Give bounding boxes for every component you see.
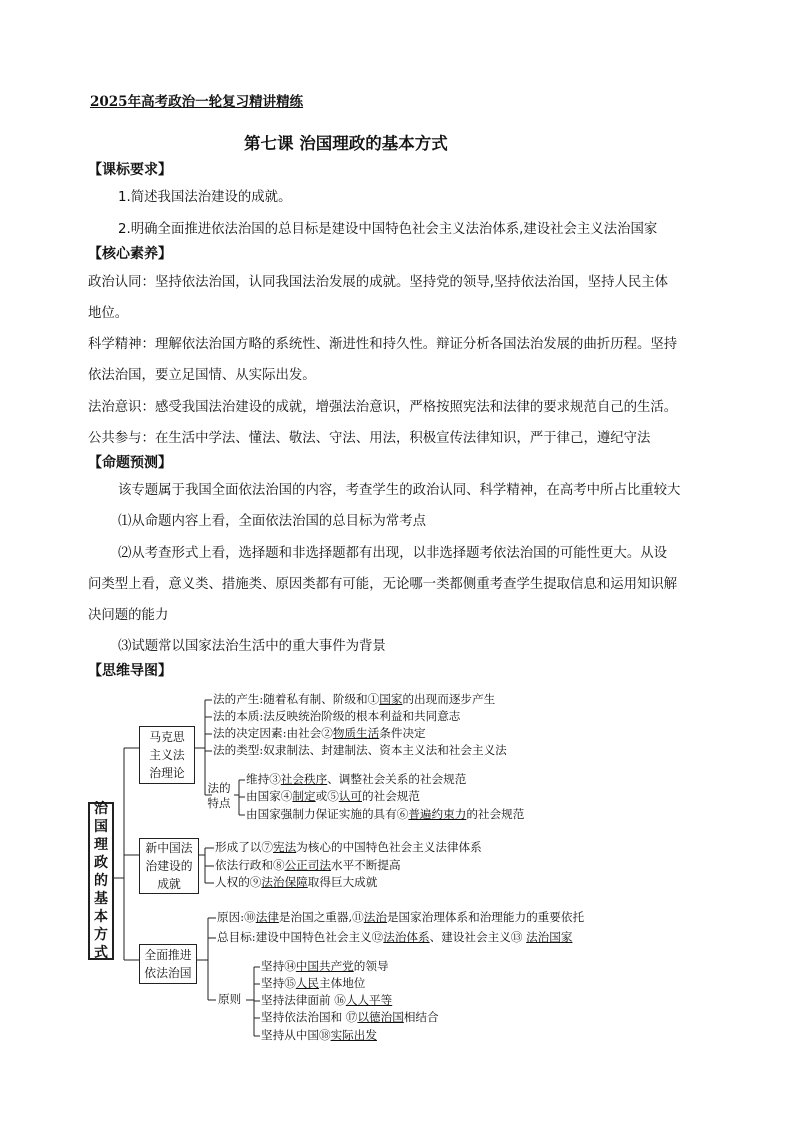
leaf-achievement-2: 依法行政和⑧公正司法水平不断提高 (215, 858, 401, 872)
section-heading-standards: 【课标要求】 (88, 162, 172, 178)
leaf-feature-3: 由国家强制力保证实施的具有⑥普遍约束力的社会规范 (246, 807, 525, 821)
leaf-law-types: 法的类型:奴隶制法、封建制法、资本主义法和社会主义法 (213, 743, 507, 757)
section-heading-prediction: 【命题预测】 (88, 455, 172, 471)
literacy-line: 依法治国，要立足国情、从实际出发。 (88, 368, 316, 383)
literacy-line: 法治意识：感受我国法治建设的成就，增强法治意识，严格按照宪法和法律的要求规范自己的生活。 (88, 400, 678, 415)
document-header: 2025年高考政治一轮复习精讲精练 (90, 94, 304, 110)
leaf-law-origin: 法的产生:随着私有制、阶级和①国家的出现而逐步产生 (213, 692, 496, 706)
leaf-reason: 原因:⑩法律是治国之重器,⑪法治是国家治理体系和治理能力的重要依托 (217, 910, 585, 924)
prediction-line: 该专题属于我国全面依法治国的内容，考查学生的政治认同、科学精神，在高考中所占比重较大 (118, 483, 681, 498)
leaf-principle-5: 坚持从中国⑱实际出发 (261, 1028, 377, 1042)
leaf-law-essence: 法的本质:法反映统治阶级的根本利益和共同意志 (213, 709, 461, 723)
branch-label: 全面推进依法治国 (144, 948, 192, 980)
leaf-feature-2: 由国家④制定或⑤认可的社会规范 (246, 789, 420, 803)
prediction-line: 决问题的能力 (88, 608, 169, 623)
leaf-feature-1: 维持③社会秩序、调整社会关系的社会规范 (246, 772, 467, 786)
standard-item-1: 1.简述我国法治建设的成就。 (118, 190, 292, 205)
prediction-line: ⑵从考查形式上看，选择题和非选择题都有出现，以非选择题考依法治国的可能性更大。从设 (118, 546, 668, 561)
leaf-principle-2: 坚持⑮人民主体地位 (261, 976, 366, 990)
page-title: 第七课 治国理政的基本方式 (244, 134, 448, 153)
prediction-line: ⑴从命题内容上看，全面依法治国的总目标为常考点 (118, 514, 426, 529)
literacy-line: 公共参与：在生活中学法、懂法、敬法、守法、用法，积极宣传法律知识，严于律己，遵纪守法 (88, 431, 651, 446)
prediction-line: ⑶试题常以国家法治生活中的重大事件为背景 (118, 639, 386, 654)
branch-label: 新中国法治建设的成就 (145, 841, 193, 891)
branch-label: 马克思主义法治理论 (149, 730, 185, 780)
leaf-principle-4: 坚持依法治国和 ⑰以德治国相结合 (261, 1010, 439, 1024)
mindmap-root-node (88, 802, 114, 960)
leaf-overall-goal: 总目标:建设中国特色社会主义⑫法治体系、建设社会主义⑬ 法治国家 (217, 930, 573, 944)
leaf-achievement-1: 形成了以⑦宪法为核心的中国特色社会主义法律体系 (215, 840, 482, 854)
leaf-principle-3: 坚持法律面前 ⑯人人平等 (261, 993, 393, 1007)
section-heading-mindmap: 【思维导图】 (88, 663, 172, 679)
prediction-line: 问类型上看，意义类、措施类、原因类都有可能，无论哪一类都侧重考查学生提取信息和运用知识解 (88, 577, 678, 592)
leaf-achievement-3: 人权的⑨法治保障取得巨大成就 (215, 875, 378, 889)
section-heading-literacy: 【核心素养】 (88, 246, 172, 262)
leaf-law-determinant: 法的决定因素:由社会②物质生活条件决定 (213, 726, 426, 740)
literacy-line: 地位。 (88, 306, 129, 321)
branch-marxist-law-theory (139, 726, 195, 784)
mindmap-root-label: 治国理政的基本方式 (94, 801, 108, 961)
branch-rule-of-law (139, 944, 197, 984)
standard-item-2: 2.明确全面推进依法治国的总目标是建设中国特色社会主义法治体系,建设社会主义法治国家 (118, 222, 658, 237)
leaf-principle-1: 坚持⑭中国共产党的领导 (261, 959, 389, 973)
node-principles: 原则 (218, 992, 242, 1006)
branch-new-china-achievements (139, 838, 199, 894)
literacy-line: 科学精神：理解依法治国方略的系统性、渐进性和持久性。辩证分析各国法治发展的曲折历程。坚持 (88, 337, 678, 352)
node-law-features: 法的特点 (207, 781, 231, 810)
literacy-line: 政治认同：坚持依法治国，认同我国法治发展的成就。坚持党的领导,坚持依法治国，坚持人民主体 (88, 275, 669, 290)
